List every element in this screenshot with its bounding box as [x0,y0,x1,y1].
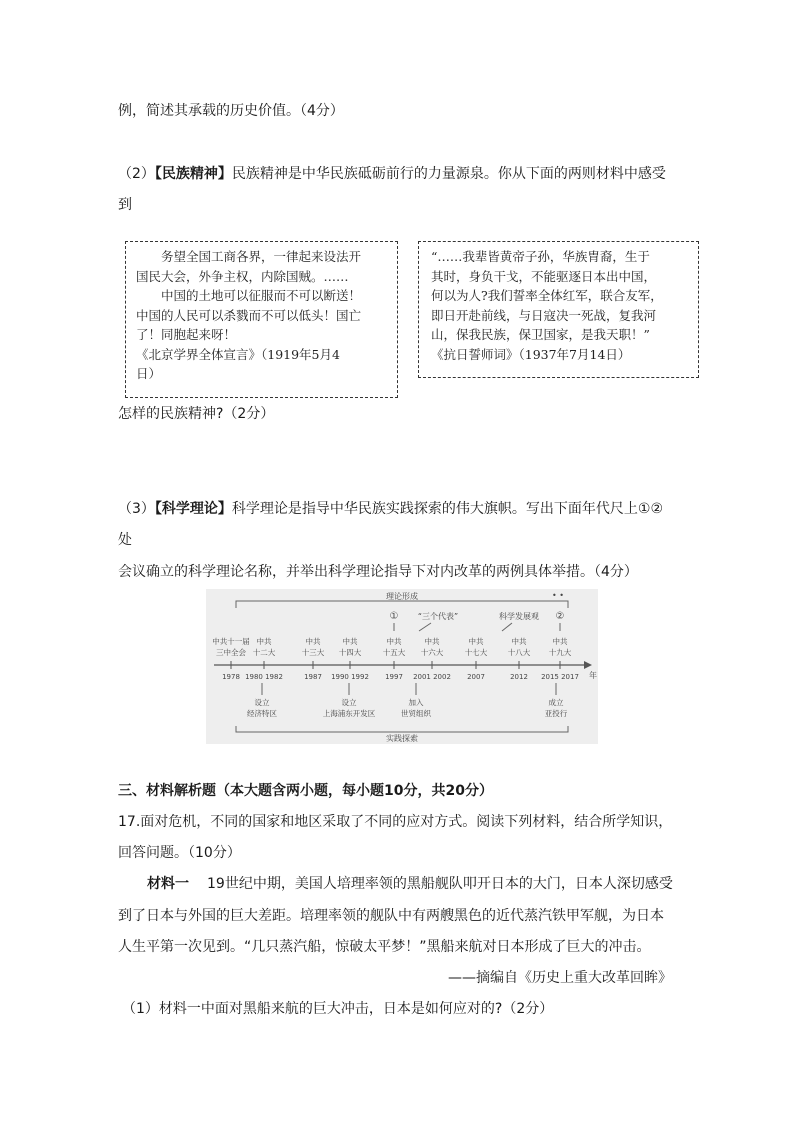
text-line: 例，简述其承载的历史价值。（4分） [118,103,344,119]
timeline-year-suffix: 年 [589,671,597,680]
timeline-year-label: 1990 1992 [331,673,369,681]
timeline-year-label: 1978 [222,673,240,681]
timeline-event-label: 成立 [548,698,564,707]
text-line: 怎样的民族精神?（2分） [118,406,275,422]
timeline-bottom-label: 实践探索 [386,734,418,743]
material-line [147,874,673,894]
timeline-meeting-label: 中共 [256,637,272,646]
timeline-meeting-label: 十三大 [301,648,325,657]
text-line: 处 [118,532,132,548]
timeline-year-label: 1997 [385,673,403,681]
timeline-meeting-label: 中共 [468,637,484,646]
timeline-marker-2: ② [555,611,565,622]
timeline-meeting-label: 中共 [305,637,321,646]
question-2-line [118,164,666,184]
timeline-meeting-label: 十五大 [382,648,406,657]
text-line: 到了日本与外国的巨大差距。培理率领的舰队中有两艘黑色的近代蒸汽铁甲军舰，为日本 [118,908,664,924]
timeline-meeting-label: 十六大 [420,648,444,657]
section-title: 三、材料解析题（本大题含两小题，每小题10分，共20分） [118,783,493,799]
timeline-meeting-label: 十八大 [507,648,531,657]
timeline-meeting-label: 中共十一届 [212,637,250,646]
quote-line: 即日开赴前线，与日寇决一死战，复我河 [431,307,657,323]
timeline-theory-label: 科学发展观 [499,612,539,621]
timeline-meeting-label: 十九大 [548,648,572,657]
timeline-meeting-label: 中共 [342,637,358,646]
timeline-meeting-label: 中共 [386,637,402,646]
material-label: 材料一 [147,876,189,892]
question-number: （3） [118,501,155,517]
timeline-meetings [212,636,571,657]
timeline-event-label: 上海浦东开发区 [322,709,376,718]
quote-line: 山，保我民族，保卫国家，是我天职！” [431,327,650,342]
quote-line: 国民大会，外争主权，内除国贼。…… [136,268,349,284]
quote-line: 其时，身负干戈，不能驱逐日本出中国， [431,268,657,284]
question-text: 科学理论是指导中华民族实践探索的伟大旗帜。写出下面年代尺上①② [231,501,664,517]
text-line: 会议确立的科学理论名称，并举出科学理论指导下对内改革的两例具体举措。（4分） [118,564,638,580]
timeline-event-label: 加入 [408,698,424,707]
timeline-year-label: 2007 [467,673,485,681]
timeline-events [247,683,568,718]
timeline-top-label: 理论形成 [386,592,418,601]
timeline-year-label: 2001 2002 [413,673,451,681]
timeline-year-label: 2012 [510,673,528,681]
question-tag: 【科学理论】 [154,501,232,517]
text-line: 回答问题。（10分） [118,845,241,861]
quote-line: 了！同胞起来呀！ [136,327,237,342]
question-3-line [118,499,663,519]
timeline-event-label: 世贸组织 [401,709,431,718]
quote-line: 务望全国工商各界，一律起来设法开 [161,249,362,264]
quote-line: “……我辈皆黄帝子孙，华族胄裔，生于 [431,249,650,264]
timeline-event-label: 设立 [254,698,270,707]
quote-source: 《抗日誓师词》（1937年7月14日） [431,346,631,362]
quote-source: 《北京学界全体宣言》（1919年5月4 [136,346,340,362]
text-line: （1）材料一中面对黑船来航的巨大冲击，日本是如何应对的?（2分） [122,1001,554,1017]
timeline-svg [206,589,598,744]
timeline-marker-1: ① [389,611,399,622]
timeline-meeting-label: 中共 [424,637,440,646]
timeline-event-label: 设立 [341,698,357,707]
timeline-meeting-label: 中共 [511,637,527,646]
timeline-meeting-label: 十二大 [252,648,276,657]
quote-line: 何以为人?我们誓率全体红军，联合友军， [431,288,663,303]
timeline-figure [206,589,598,744]
timeline-dot: • • [552,591,564,600]
quote-line: 中国的人民可以杀戮而不可以低头！国亡 [136,307,362,323]
question-number: （2） [118,166,155,182]
timeline-meeting-label: 十四大 [338,648,362,657]
material-text: 19世纪中期，美国人培理率领的黑船舰队叩开日本的大门，日本人深切感受 [207,876,673,892]
question-text: 民族精神是中华民族砥砺前行的力量源泉。你从下面的两则材料中感受 [231,166,666,182]
timeline-meeting-label: 十七大 [464,648,488,657]
timeline-theory-label: “三个代表” [417,612,459,621]
text-line: 17.面对危机，不同的国家和地区采取了不同的应对方式。阅读下列材料，结合所学知识， [118,814,673,830]
question-tag: 【民族精神】 [154,166,232,182]
quote-line: 中国的土地可以征服而不可以断送！ [161,288,362,303]
text-line: 人生平第一次见到。“几只蒸汽船，惊破太平梦！”黑船来航对日本形成了巨大的冲击。 [118,939,651,955]
text-line: 到 [118,197,132,213]
timeline-year-label: 1980 1982 [245,673,283,681]
timeline-meeting-label: 中共 [552,637,568,646]
quote-box-left [125,241,398,398]
timeline-year-label: 2015 2017 [541,673,579,681]
material-source: ——摘编自《历史上重大改革回眸》 [448,970,672,986]
quote-source: 日） [136,366,162,381]
timeline-ticks [222,661,579,681]
timeline-event-label: 亚投行 [544,709,568,718]
timeline-meeting-label: 三中全会 [216,648,246,657]
quote-box-right [418,241,699,378]
timeline-year-label: 1987 [304,673,322,681]
timeline-event-label: 经济特区 [247,709,277,718]
